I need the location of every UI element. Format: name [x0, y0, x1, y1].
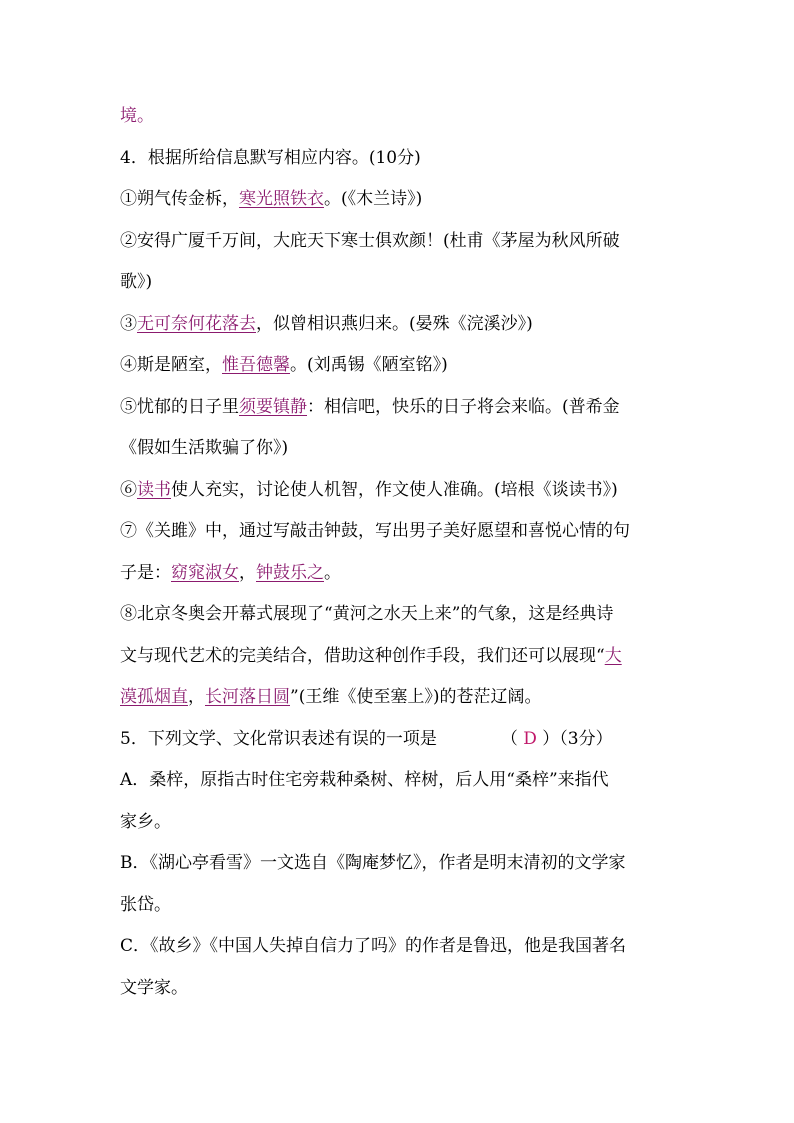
- source-text: 。(《木兰诗》): [324, 189, 423, 209]
- source-text: 。(刘禹锡《陋室铭》): [290, 355, 448, 375]
- answer-text: 钟鼓乐之: [256, 562, 324, 583]
- document-body: [120, 96, 680, 1009]
- prompt-text: ②安得广厦千万间，大庇天下寒士俱欢颜！(杜甫《茅屋为秋风所破: [120, 230, 620, 251]
- option-b-continued: [120, 885, 680, 927]
- question-5-heading: [120, 719, 680, 761]
- option-c: [120, 926, 680, 968]
- item-5: [120, 387, 680, 429]
- option-c-continued: [120, 968, 680, 1010]
- prompt-text: ⑧北京冬奥会开幕式展现了“黄河之水天上来”的气象，这是经典诗: [120, 604, 614, 624]
- prompt-text: ①朔气传金柝，: [120, 189, 239, 209]
- option-text: A．桑梓，原指古时住宅旁栽种桑树、梓树，后人用“桑梓”来指代: [120, 770, 609, 790]
- item-6: [120, 470, 680, 512]
- prompt-text: ⑦《关雎》中，通过写敲击钟鼓，写出男子美好愿望和喜悦心情的句: [120, 521, 630, 541]
- item-2-continued: [120, 262, 680, 304]
- item-8: [120, 594, 680, 636]
- source-text: 使人充实，讨论使人机智，作文使人准确。(培根《谈读书》): [171, 479, 618, 500]
- punctuation: 。: [324, 562, 341, 583]
- source-text: ”(王维《使至塞上》)的苍茫辽阔。: [290, 687, 542, 707]
- prompt-text: 子是：: [120, 562, 171, 583]
- text-line: [120, 96, 680, 138]
- option-text: C．《故乡》《中国人失掉自信力了吗》的作者是鲁迅，他是我国著名: [120, 936, 627, 956]
- item-5-continued: [120, 428, 680, 470]
- prompt-text: ④斯是陋室，: [120, 355, 222, 375]
- question-text: 5．下列文学、文化常识表述有误的一项是: [120, 728, 437, 749]
- bracket-close-score: ）（3分）: [536, 728, 613, 749]
- answer-text: 漠孤烟直: [120, 687, 188, 707]
- option-a-continued: [120, 802, 680, 844]
- answer-text: 长河落日圆: [205, 687, 290, 707]
- punctuation: ，: [188, 687, 205, 707]
- item-1: [120, 179, 680, 221]
- prompt-text: 文与现代艺术的完美结合，借助这种创作手段，我们还可以展现“: [120, 645, 605, 666]
- option-text: 文学家。: [120, 977, 188, 998]
- prompt-text: ⑥: [120, 479, 137, 500]
- answer-text: 大: [604, 645, 622, 666]
- source-text: 《假如生活欺骗了你》): [120, 438, 289, 458]
- option-text: 张岱。: [120, 894, 171, 915]
- bracket-open: （: [500, 728, 524, 749]
- answer-choice: D: [523, 728, 537, 749]
- answer-text: 无可奈何花落去: [137, 313, 256, 334]
- option-b: [120, 843, 680, 885]
- source-text: ：相信吧，快乐的日子将会来临。(普希金: [307, 396, 620, 417]
- item-3: [120, 304, 680, 346]
- prompt-text: ③: [120, 313, 137, 334]
- option-text: B．《湖心亭看雪》一文选自《陶庵梦忆》，作者是明末清初的文学家: [120, 853, 626, 873]
- prompt-text: ⑤忧郁的日子里: [120, 396, 239, 417]
- question-4-heading: [120, 138, 680, 180]
- answer-text: 须要镇静: [239, 396, 307, 417]
- item-7: [120, 511, 680, 553]
- source-text: 歌》): [120, 272, 153, 292]
- item-8-continued-2: [120, 677, 680, 719]
- source-text: ，似曾相识燕归来。(晏殊《浣溪沙》): [256, 313, 533, 334]
- item-4: [120, 345, 680, 387]
- question-text: 4．根据所给信息默写相应内容。(10分): [120, 147, 421, 168]
- option-text: 家乡。: [120, 811, 171, 832]
- answer-text: 境。: [120, 106, 154, 126]
- answer-text: 惟吾德馨: [222, 355, 290, 375]
- answer-text: 窈窕淑女: [171, 562, 239, 583]
- item-8-continued: [120, 636, 680, 678]
- option-a: [120, 760, 680, 802]
- punctuation: ，: [239, 562, 256, 583]
- item-7-continued: [120, 553, 680, 595]
- item-2: [120, 221, 680, 263]
- answer-text: 寒光照铁衣: [239, 189, 324, 209]
- answer-text: 读书: [137, 479, 171, 500]
